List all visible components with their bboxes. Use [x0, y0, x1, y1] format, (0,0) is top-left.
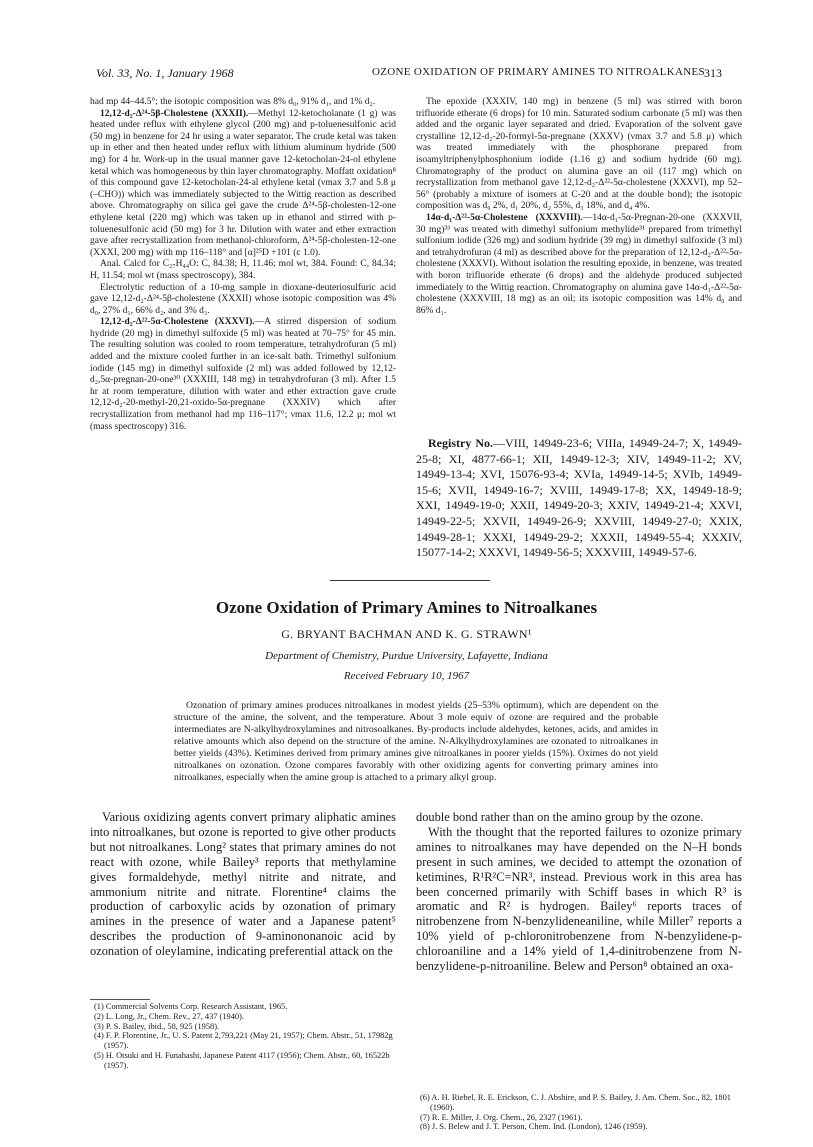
received-date: Received February 10, 1967 — [343, 670, 470, 682]
experimental-left-column — [90, 97, 396, 567]
paragraph: double bond rather than on the amino group by the ozone. — [416, 810, 704, 824]
paragraph: 12,12-d₂-Δ²²-5α-Cholestene (XXXVI).—A stirred dispersion of sodium hydride (20 mg) in dimethyl sulfoxide (5 ml) was heated at 70–75° for 45 min. The resulting solution was cooled to room temperature, tetrahydrofuran (5 ml) added and the mixture cooled further in an ice-salt bath. Trimethyl sulfonium iodide (145 mg) in dimethyl sulfoxide (2 ml) was added followed by 12,12-d₂,5α-pregnan-20-one³⁰ (XXXIII, 148 mg) in tetrahydrofuran (3 ml). After 1.5 hr at room temperature, dilution with water and ether extraction gave crude 12,12-d₂-20-methyl-20,21-oxido-5α-pregnane (XXXIV) which after recrystallization from methanol had mp 116–117°; νmax 11.6, 12.2 μ; mol wt (mass spectroscopy) 316. — [90, 317, 396, 432]
section-divider — [330, 580, 490, 581]
paragraph: The epoxide (XXXIV, 140 mg) in benzene (5 ml) was stirred with boron trifluoride etherate (6 drops) for 10 min. Saturated sodium carbonate (5 ml) was then added and the organic layer separated and dried. Evaporation of the solvent gave crystalline 12,12-d₂-20-formyl-5α-pregnane (XXXV) (νmax 3.7 and 5.8 μ) which was treated immediately with the phosphorane prepared from isoamyltriphenylphosphonium iodide (1.16 g) and sodium hydride (60 mg). Chromatography of the product on alumina gave an oil (117 mg) which on recrystallization from methanol gave 12,12-d₂-Δ²²-5α-cholestene (XXXVI), mp 52–56° (probably a mixture of isomers at C-20 and at the double bond); the isotopic composition was d₀ 2%, d₁ 20%, d₂ 55%, d₃ 18%, and d₄ 4%. — [416, 97, 742, 212]
footnote: (2) L. Long, Jr., Chem. Rev., 27, 437 (1940). — [94, 1011, 244, 1021]
footnote: (8) J. S. Belew and J. T. Person, Chem. Ind. (London), 1246 (1959). — [420, 1122, 648, 1132]
footnote: (5) H. Otsuki and H. Funahashi, Japanese Patent 4117 (1956); Chem. Abstr., 60, 16522b (1957). — [94, 1050, 390, 1070]
body-right-column — [416, 810, 742, 1088]
registry-numbers: Registry No.—VIII, 14949-23-6; VIIIa, 14949-24-7; X, 14949-25-8; XI, 4877-66-1; XII, 14949-12-3; XIV, 14949-11-2; XV, 14949-13-4; XVI, 15076-93-4; XVIa, 14949-14-5; XVIb, 14949-15-6; XVII, 14949-16-7; XVIII, 14949-17-8; XX, 14949-18-9; XXI, 14949-19-0; XXII, 14949-20-3; XXIV, 14949-21-4; XXVI, 14949-22-5; XXVII, 14949-26-9; XXVIII, 14949-27-0; XXIX, 14949-28-1; XXXI, 14949-29-2; XXXII, 14949-55-4; XXXIV, 15077-14-2; XXXVI, 14949-56-5; XXXVIII, 14949-57-6. — [416, 436, 742, 560]
journal-volume-header: Vol. 33, No. 1, January 1968 — [96, 66, 234, 80]
compound-heading: 12,12-d₂-Δ²²-5α-Cholestene (XXXVI). — [100, 317, 255, 328]
article-title: Ozone Oxidation of Primary Amines to Nitroalkanes — [215, 598, 598, 617]
abstract: Ozonation of primary amines produces nitroalkanes in modest yields (25–53% optimum), which are dependent on the structure of the amine, the solvent, and the temperature. About 3 mole equiv of ozone are required and the probable intermediates are N-alkylhydroxylamines and nitrosoalkanes. By-products include aldehydes, ketones, acids, and amides in relative amounts which also depend on the structure of the amine. N-Alkylhydroxylamines are ozonated to nitroalkanes in better yields (43%). Ketimines derived from primary amines give nitroalkanes in poorer yields (15%). Oximes do not yield nitroalkanes on ozonation. Ozone compares favorably with other oxidizing agents for converting primary amines into nitroalkanes, especially when the amine group is attached to a primary alkyl group. — [174, 700, 658, 783]
running-title: OZONE OXIDATION OF PRIMARY AMINES TO NITROALKANES — [372, 66, 705, 78]
paragraph: 14α-d₁-Δ²²-5α-Cholestene (XXXVIII).—14α-d₁-5α-Pregnan-20-one (XXXVII, 30 mg)³³ was treated with dimethyl sulfonium methylide³¹ prepared from trimethyl sulfonium iodide (326 mg) and sodium hydride (39 mg) in dimethyl sulfoxide (3 ml) and tetrahydrofuran (4 ml) as described above for the preparation of 12,12-d₂-Δ²²-5α-cholestene (XXXVI). Without isolation the resulting epoxide, in benzene, was treated with boron trifluoride etherate (6 drops) and the aldehyde produced subjected immediately to the Wittig reaction. Chromatography on alumina gave 14α-d₁-Δ²²-5α-cholestene (XXXVIII, 18 mg) as an oil; its isotopic composition was 14% d₀ and 86% d₁. — [416, 212, 742, 316]
registry-label: Registry No. — [428, 436, 494, 450]
paragraph: Electrolytic reduction of a 10-mg sample in dioxane-deuteriosulfuric acid gave 12,12-d₂-Δ²⁴-5β-cholestene (XXXII) whose isotopic composition was 4% d₀, 27% d₁, 66% d₂, and 3% d₃. — [90, 282, 396, 316]
affiliation: Department of Chemistry, Purdue University, Lafayette, Indiana — [265, 650, 548, 662]
compound-heading: 12,12-d₂-Δ²⁴-5β-Cholestene (XXXII). — [100, 108, 249, 119]
body-left-column — [90, 810, 396, 994]
paragraph: Anal. Calcd for C₂₇H₄₄O: C, 84.38; H, 11.46; mol wt, 384. Found: C, 84.34; H, 11.54; mol wt (mass spectroscopy), 384. — [90, 259, 396, 281]
footnote: (4) F. P. Florentine, Jr., U. S. Patent 2,793,221 (May 21, 1957); Chem. Abstr., 51, 17982g (1957). — [94, 1031, 393, 1051]
footnotes-left — [90, 1002, 396, 1071]
page-number: 313 — [704, 66, 722, 80]
article-authors: G. BRYANT BACHMAN AND K. G. STRAWN¹ — [281, 627, 532, 641]
footnote: (1) Commercial Solvents Corp. Research Assistant, 1965. — [94, 1002, 288, 1011]
footnote: (6) A. H. Riebel, R. E. Erickson, C. J. Abshire, and P. S. Bailey, J. Am. Chem. Soc., 82, 1801 (1960). — [420, 1093, 731, 1112]
footnote: (3) P. S. Bailey, ibid., 58, 925 (1958). — [94, 1021, 220, 1031]
paragraph: 12,12-d₂-Δ²⁴-5β-Cholestene (XXXII).—Methyl 12-ketocholanate (1 g) was heated under reflux with ethylene glycol (200 mg) and p-toluenesulfonic acid (50 mg) in benzene for 24 hr using a water separator. The crude ketal was taken up in ether and then heated under reflux with lithium aluminum hydride (500 mg) for 4 hr. Work-up in the usual manner gave 12-ketocholan-24-ol ethylene ketal which was homogeneous by thin layer chromatography. Moffatt oxidation⁸ of this compound gave 12-ketocholan-24-al ethylene ketal (νmax 3.7 and 5.8 μ (–CHO)) which was immediately subjected to the Wittig reaction as described above. Chromatography on silica gel gave the crude Δ²⁴-5β-cholesten-12-one ethylene ketal (220 mg) which was taken up in ethanol and stirred with p-toluenesulfonic acid (50 mg) for 3 hr. Dilution with water and ether extraction gave after recrystallization from methanol-chloroform, Δ²⁴-5β-cholesten-12-one (XXXI, 200 mg) with mp 116–118° and [α]²⁵D +101 (c 1.0). — [90, 108, 396, 258]
compound-heading: 14α-d₁-Δ²²-5α-Cholestene (XXXVIII). — [426, 212, 583, 223]
paragraph: Various oxidizing agents convert primary aliphatic amines into nitroalkanes, but ozone is reported to give other products but not nitroalkanes. Long² states that primary amines do not react with ozone, while Bailey³ reports that methylamine gives formaldehyde, methyl nitrite and nitrate, and ammonium nitrite and nitrate. Florentine⁴ claims the production of carboxylic acids by ozonation of primary amines in the presence of water and a Japanese patent⁵ describes the production of 9-aminononanoic acid by ozonation of oleylamine, indicating preferential attack on the — [90, 810, 396, 959]
footnotes-right — [416, 1093, 742, 1132]
paragraph: With the thought that the reported failures to ozonize primary amines to nitroalkanes may have depended on the N–H bonds present in such amines, we decided to attempt the ozonation of ketimines, R¹R²C=NR³, instead. Previous work in this area has been concerned primarily with Schiff bases in which R³ is aromatic and R² is hydrogen. Bailey⁶ reports traces of nitrobenzene from N-benzylideneaniline, while Miller⁷ reports a 10% yield of p-chloronitrobenzene from N-benzylidene-p-chloroaniline and a 14% yield of 1,4-dinitrobenzene from N-benzylidene-p-nitroaniline. Belew and Person⁸ obtained an oxa- — [416, 824, 742, 974]
paragraph: had mp 44–44.5°; the isotopic composition was 8% d₀, 91% d₁, and 1% d₂. — [90, 97, 376, 107]
footnote-rule — [90, 999, 150, 1000]
footnote: (7) R. E. Miller, J. Org. Chem., 26, 2327 (1961). — [420, 1112, 583, 1122]
experimental-right-column — [416, 97, 742, 437]
